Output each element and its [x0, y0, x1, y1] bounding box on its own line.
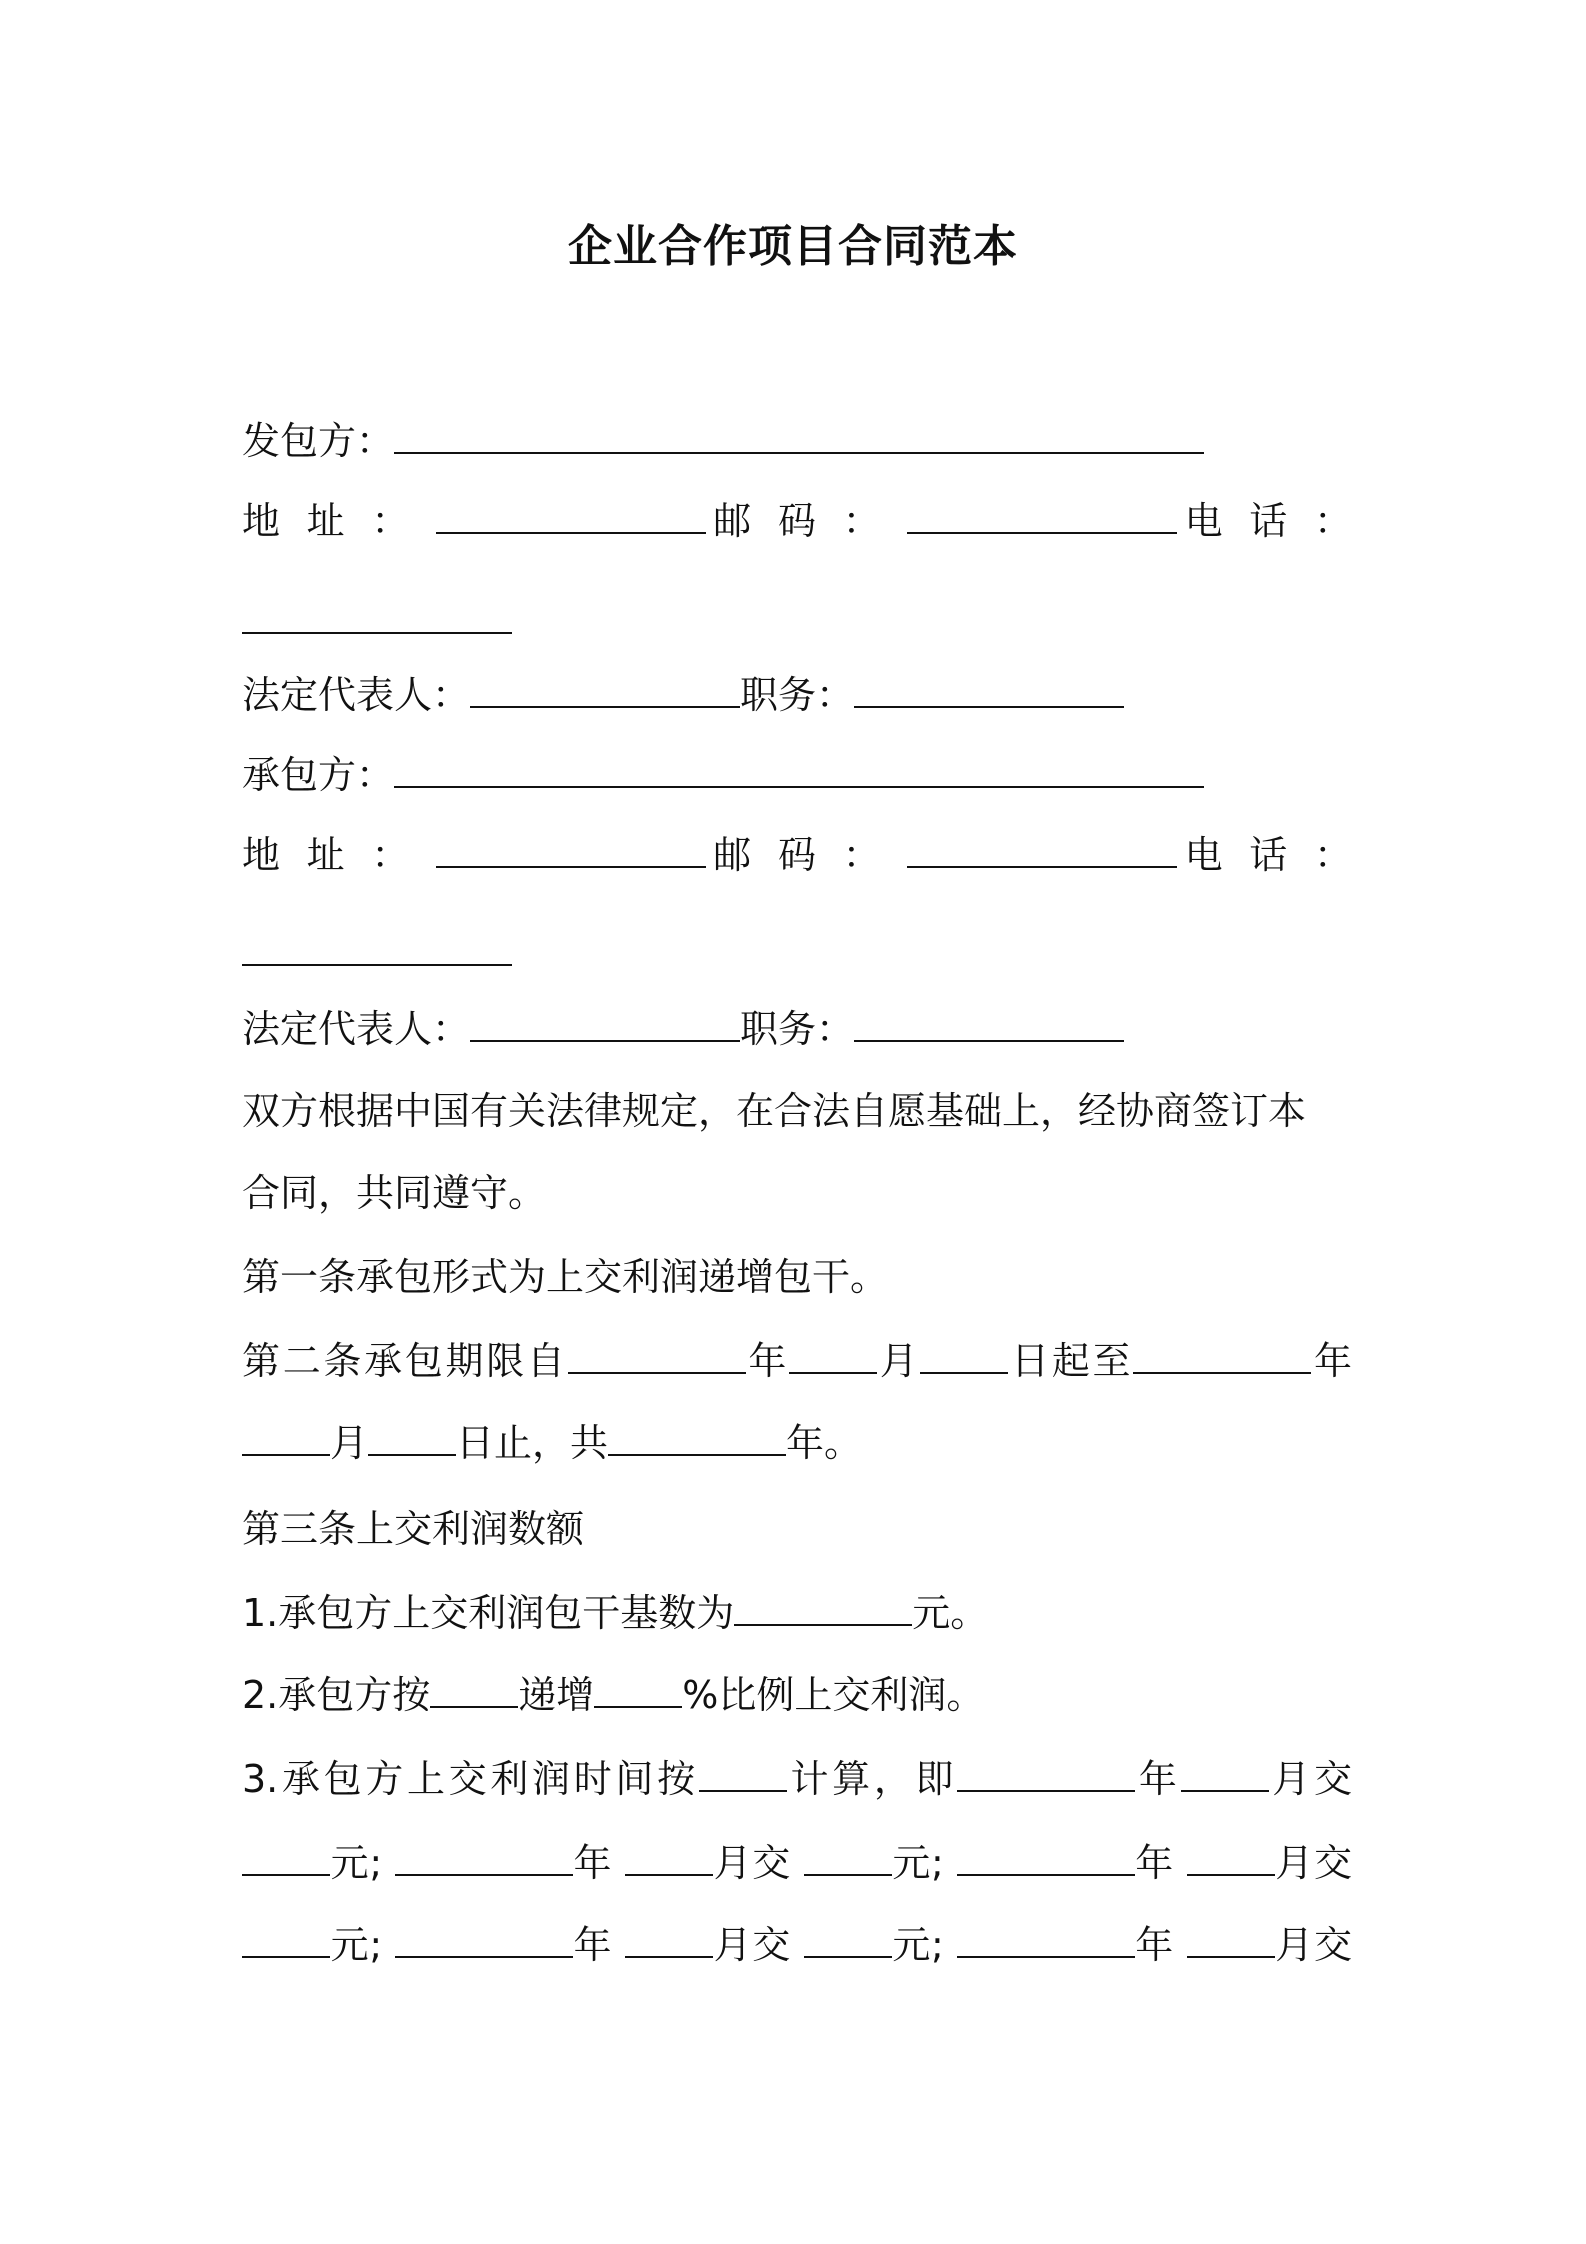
day-from-label: 日起至	[1008, 1339, 1134, 1383]
party-b-line	[242, 752, 1204, 798]
pay-amount-blank[interactable]	[242, 1922, 330, 1958]
year-label: 年	[1311, 1339, 1352, 1383]
pay-amount-blank[interactable]	[242, 1840, 330, 1876]
month-pay-label: 月交	[712, 1923, 791, 1967]
yuan-sep-label: 元;	[330, 1923, 383, 1967]
year-label: 年	[1134, 1841, 1174, 1885]
pay-month-blank[interactable]	[1181, 1756, 1269, 1792]
party-a-phone-cont-line	[242, 598, 512, 644]
increment-rate-blank[interactable]	[594, 1672, 682, 1708]
item-2-mid: 递增	[518, 1673, 595, 1717]
party-a-postcode-label: 邮 码 ：	[706, 499, 888, 543]
party-a-position-blank[interactable]	[854, 672, 1124, 708]
item-2-suffix: %比例上交利润。	[682, 1673, 985, 1717]
pay-year-blank[interactable]	[957, 1756, 1135, 1792]
year-label: 年	[1134, 1923, 1174, 1967]
increment-basis-blank[interactable]	[430, 1672, 518, 1708]
year-end-label: 年。	[786, 1421, 863, 1465]
yuan-sep-label: 元;	[330, 1841, 383, 1885]
party-b-position-blank[interactable]	[854, 1006, 1124, 1042]
day-to-label: 日止，共	[456, 1421, 609, 1465]
pay-year-blank[interactable]	[957, 1922, 1135, 1958]
article-1: 第一条承包形式为上交利润递增包干。	[242, 1255, 889, 1299]
year-label: 年	[572, 1841, 613, 1885]
year-label: 年	[572, 1923, 613, 1967]
pay-amount-blank[interactable]	[804, 1922, 892, 1958]
pay-year-blank[interactable]	[395, 1840, 573, 1876]
party-b-address-label: 地 址 ：	[242, 833, 417, 877]
total-years-blank[interactable]	[608, 1420, 786, 1456]
month-pay-label: 月交	[1268, 1757, 1352, 1801]
party-b-address-blank[interactable]	[436, 832, 706, 868]
yuan-sep-label: 元;	[891, 1923, 944, 1967]
month-pay-label: 月交	[1274, 1923, 1352, 1967]
party-a-phone-blank[interactable]	[242, 598, 512, 634]
month-label: 月	[330, 1421, 369, 1465]
item-3-calc: 计算，即	[786, 1757, 958, 1801]
item-3-prefix: 3.承包方上交利润时间按	[242, 1757, 699, 1801]
pay-month-blank[interactable]	[1187, 1922, 1275, 1958]
preamble-line-2: 合同，共同遵守。	[242, 1171, 547, 1215]
party-b-rep-line	[242, 1006, 1124, 1052]
pay-year-blank[interactable]	[395, 1922, 573, 1958]
article-3-item-1	[242, 1590, 988, 1636]
party-a-position-label: 职务：	[740, 673, 855, 717]
party-b-blank[interactable]	[394, 752, 1204, 788]
party-b-phone-label: 电 话 ：	[1177, 833, 1352, 877]
party-b-phone-cont-line	[242, 930, 512, 976]
party-b-rep-blank[interactable]	[470, 1006, 740, 1042]
month-pay-label: 月交	[712, 1841, 791, 1885]
article-2-line-1	[242, 1338, 1352, 1384]
article-3-item-3-line-3	[242, 1922, 1352, 1968]
party-b-rep-label: 法定代表人：	[242, 1007, 471, 1051]
article-3-item-3-line-1	[242, 1756, 1352, 1802]
party-a-address-blank[interactable]	[436, 498, 706, 534]
article-3-heading: 第三条上交利润数额	[242, 1507, 585, 1551]
preamble-line-1: 双方根据中国有关法律规定，在合法自愿基础上，经协商签订本	[242, 1089, 1307, 1133]
party-a-line	[242, 418, 1204, 464]
party-b-postcode-label: 邮 码 ：	[706, 833, 888, 877]
article-2-prefix: 第二条承包期限自	[242, 1339, 568, 1383]
start-day-blank[interactable]	[920, 1338, 1008, 1374]
party-b-address-line	[242, 832, 1352, 878]
item-1-suffix: 元。	[912, 1591, 989, 1635]
article-2-line-2	[242, 1420, 862, 1466]
pay-month-blank[interactable]	[1187, 1840, 1275, 1876]
pay-month-blank[interactable]	[625, 1922, 713, 1958]
party-a-label: 发包方：	[242, 419, 395, 463]
party-a-postcode-blank[interactable]	[907, 498, 1177, 534]
party-a-rep-label: 法定代表人：	[242, 673, 471, 717]
start-month-blank[interactable]	[789, 1338, 877, 1374]
end-year-blank[interactable]	[1133, 1338, 1311, 1374]
pay-amount-blank[interactable]	[804, 1840, 892, 1876]
yuan-sep-label: 元;	[891, 1841, 944, 1885]
year-label: 年	[745, 1339, 790, 1383]
party-a-rep-line	[242, 672, 1124, 718]
party-b-phone-blank[interactable]	[242, 930, 512, 966]
party-b-postcode-blank[interactable]	[907, 832, 1177, 868]
month-pay-label: 月交	[1274, 1841, 1352, 1885]
pay-year-blank[interactable]	[957, 1840, 1135, 1876]
party-a-phone-label: 电 话 ：	[1177, 499, 1352, 543]
article-3-item-2	[242, 1672, 984, 1718]
party-a-rep-blank[interactable]	[470, 672, 740, 708]
document-title: 企业合作项目合同范本	[568, 221, 1018, 272]
end-month-blank[interactable]	[242, 1420, 330, 1456]
party-a-blank[interactable]	[394, 418, 1204, 454]
month-label: 月	[877, 1339, 921, 1383]
item-1-prefix: 1.承包方上交利润包干基数为	[242, 1591, 735, 1635]
party-a-address-line	[242, 498, 1352, 544]
start-year-blank[interactable]	[568, 1338, 746, 1374]
year-label: 年	[1135, 1757, 1181, 1801]
party-b-label: 承包方：	[242, 753, 395, 797]
pay-month-blank[interactable]	[625, 1840, 713, 1876]
party-a-address-label: 地 址 ：	[242, 499, 417, 543]
party-b-position-label: 职务：	[740, 1007, 855, 1051]
payment-period-blank[interactable]	[699, 1756, 787, 1792]
article-3-item-3-line-2	[242, 1840, 1352, 1886]
end-day-blank[interactable]	[368, 1420, 456, 1456]
item-2-prefix: 2.承包方按	[242, 1673, 431, 1717]
base-profit-blank[interactable]	[734, 1590, 912, 1626]
